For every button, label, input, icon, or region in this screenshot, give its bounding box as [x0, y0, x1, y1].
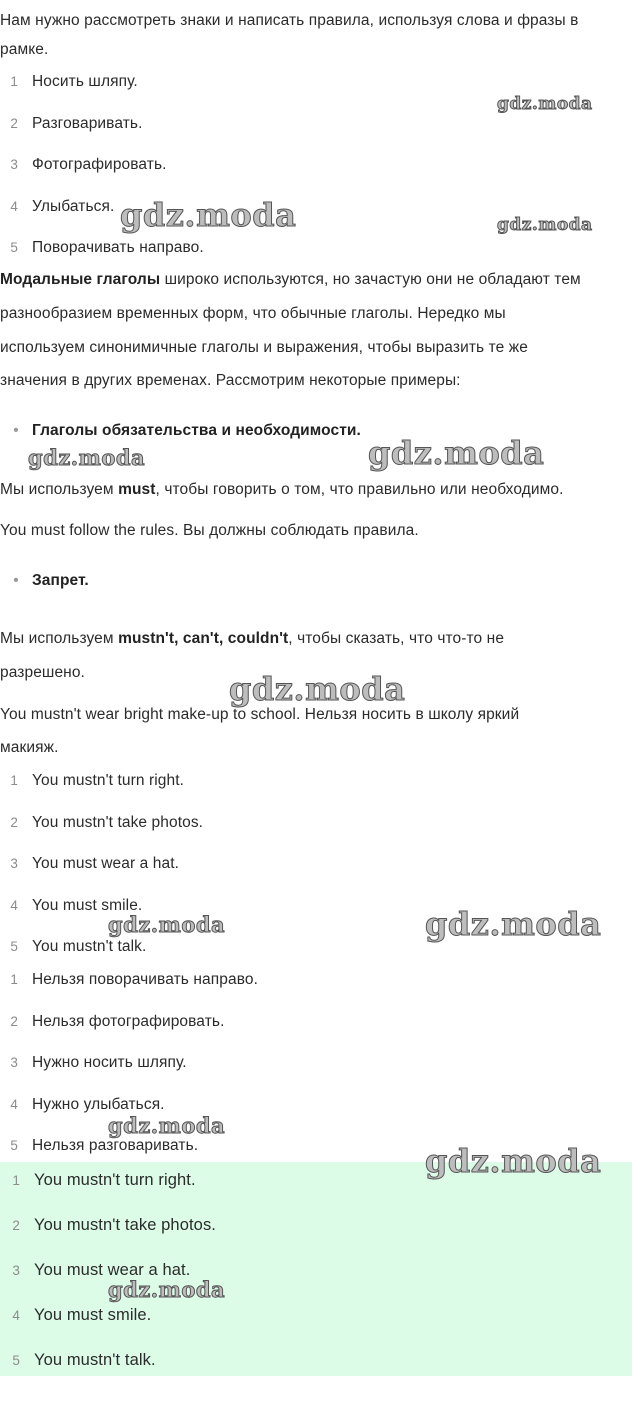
- list-item: [0, 970, 258, 990]
- answer-item: [0, 1170, 196, 1190]
- list-item: [0, 771, 184, 791]
- bullet-icon: •: [13, 422, 19, 439]
- bullet-icon: •: [13, 572, 19, 589]
- bullet-item: [0, 571, 89, 591]
- list-item-text: Носить шляпу.: [32, 73, 138, 90]
- list-item-text: You mustn't talk.: [32, 938, 147, 955]
- list-item: [0, 854, 179, 874]
- list-item: [0, 197, 114, 217]
- list-item-text: You must wear a hat.: [32, 855, 180, 872]
- list-item: [0, 1136, 198, 1156]
- modal-text: широко используются, но зачастую они не обладают тем: [160, 271, 581, 288]
- watermark: gdz.moda: [108, 1277, 226, 1302]
- watermark: gdz.moda: [368, 434, 545, 472]
- watermark: gdz.moda: [28, 445, 146, 470]
- watermark: gdz.moda: [497, 215, 593, 235]
- intro-line-2: рамке.: [0, 41, 49, 58]
- list-number: 2: [12, 1218, 20, 1233]
- answer-text: You mustn't turn right.: [34, 1171, 196, 1189]
- list-item-text: Нельзя фотографировать.: [32, 1013, 225, 1030]
- modal-paragraph-line-3: используем синонимичные глаголы и выражения, чтобы выразить те же: [0, 339, 528, 356]
- prohibition-text: [0, 630, 504, 648]
- obligation-text-post: , чтобы говорить о том, что правильно или необходимо.: [155, 481, 564, 498]
- answer-text: You mustn't talk.: [34, 1351, 156, 1369]
- watermark: gdz.moda: [108, 1113, 226, 1138]
- list-item-text: Нужно улыбаться.: [32, 1096, 165, 1113]
- list-number: 5: [10, 939, 18, 954]
- obligation-example: You must follow the rules. Вы должны соблюдать правила.: [0, 522, 419, 539]
- answer-text: You must smile.: [34, 1306, 152, 1324]
- list-item-text: You mustn't turn right.: [32, 772, 185, 789]
- list-item: [0, 72, 138, 92]
- list-item: [0, 937, 146, 957]
- list-number: 2: [10, 1014, 18, 1029]
- list-number: 1: [10, 972, 18, 987]
- prohibition-text-line-2: разрешено.: [0, 664, 85, 681]
- answer-item: [0, 1350, 156, 1370]
- watermark: gdz.moda: [229, 670, 406, 708]
- modal-paragraph-line-4: значения в других временах. Рассмотрим некоторые примеры:: [0, 372, 461, 389]
- list-item: [0, 1095, 165, 1115]
- list-number: 2: [10, 815, 18, 830]
- list-number: 4: [12, 1308, 20, 1323]
- intro-line-1: Нам нужно рассмотреть знаки и написать правила, используя слова и фразы в: [0, 12, 579, 29]
- list-item-text: Разговаривать.: [32, 115, 143, 132]
- list-item-text: Поворачивать направо.: [32, 239, 204, 256]
- watermark: gdz.moda: [497, 94, 593, 114]
- watermark: gdz.moda: [108, 912, 226, 937]
- prohibition-text-pre: Мы используем: [0, 630, 119, 647]
- list-number: 1: [10, 773, 18, 788]
- watermark: gdz.moda: [425, 905, 602, 943]
- answer-item: [0, 1215, 216, 1235]
- list-number: 3: [10, 1055, 18, 1070]
- bullet-item: [0, 421, 361, 441]
- list-item-text: Фотографировать.: [32, 156, 167, 173]
- prohibition-bold: mustn't, can't, couldn't: [118, 630, 289, 647]
- prohibition-heading: Запрет.: [32, 572, 89, 589]
- modal-paragraph-line-1: [0, 271, 581, 289]
- list-item: [0, 155, 167, 175]
- list-item-text: Нельзя поворачивать направо.: [32, 971, 258, 988]
- list-item: [0, 238, 204, 258]
- obligation-bold: must: [118, 481, 156, 498]
- list-item-text: You must smile.: [32, 897, 143, 914]
- list-item-text: Улыбаться.: [32, 198, 115, 215]
- list-number: 2: [10, 116, 18, 131]
- answer-text: You mustn't take photos.: [34, 1216, 216, 1234]
- obligation-heading: Глаголы обязательства и необходимости.: [32, 422, 361, 439]
- answer-text: You must wear a hat.: [34, 1261, 191, 1279]
- list-item-text: Нужно носить шляпу.: [32, 1054, 187, 1071]
- watermark: gdz.moda: [120, 196, 297, 234]
- list-number: 3: [10, 157, 18, 172]
- list-number: 5: [12, 1353, 20, 1368]
- list-item-text: Нельзя разговаривать.: [32, 1137, 199, 1154]
- list-item-text: You mustn't take photos.: [32, 814, 204, 831]
- prohibition-text-post: , чтобы сказать, что что-то не: [288, 630, 505, 647]
- list-number: 1: [10, 74, 18, 89]
- answer-item: [0, 1305, 151, 1325]
- obligation-text: [0, 481, 564, 499]
- prohibition-example-line-1: You mustn't wear bright make-up to school. Нельзя носить в школу яркий: [0, 706, 520, 723]
- modal-paragraph-line-2: разнообразием временных форм, что обычные глаголы. Нередко мы: [0, 305, 506, 322]
- modal-bold-term: Модальные глаголы: [0, 271, 161, 288]
- prohibition-example-line-2: макияж.: [0, 739, 59, 756]
- list-number: 4: [10, 1097, 18, 1112]
- obligation-text-pre: Мы используем: [0, 481, 119, 498]
- list-item: [0, 1012, 224, 1032]
- list-number: 5: [10, 1138, 18, 1153]
- list-item: [0, 1053, 187, 1073]
- list-number: 3: [12, 1263, 20, 1278]
- list-number: 5: [10, 240, 18, 255]
- list-number: 3: [10, 856, 18, 871]
- list-item: [0, 114, 143, 134]
- list-number: 1: [12, 1173, 20, 1188]
- list-item: [0, 813, 203, 833]
- list-number: 4: [10, 199, 18, 214]
- watermark: gdz.moda: [425, 1142, 602, 1180]
- list-number: 4: [10, 898, 18, 913]
